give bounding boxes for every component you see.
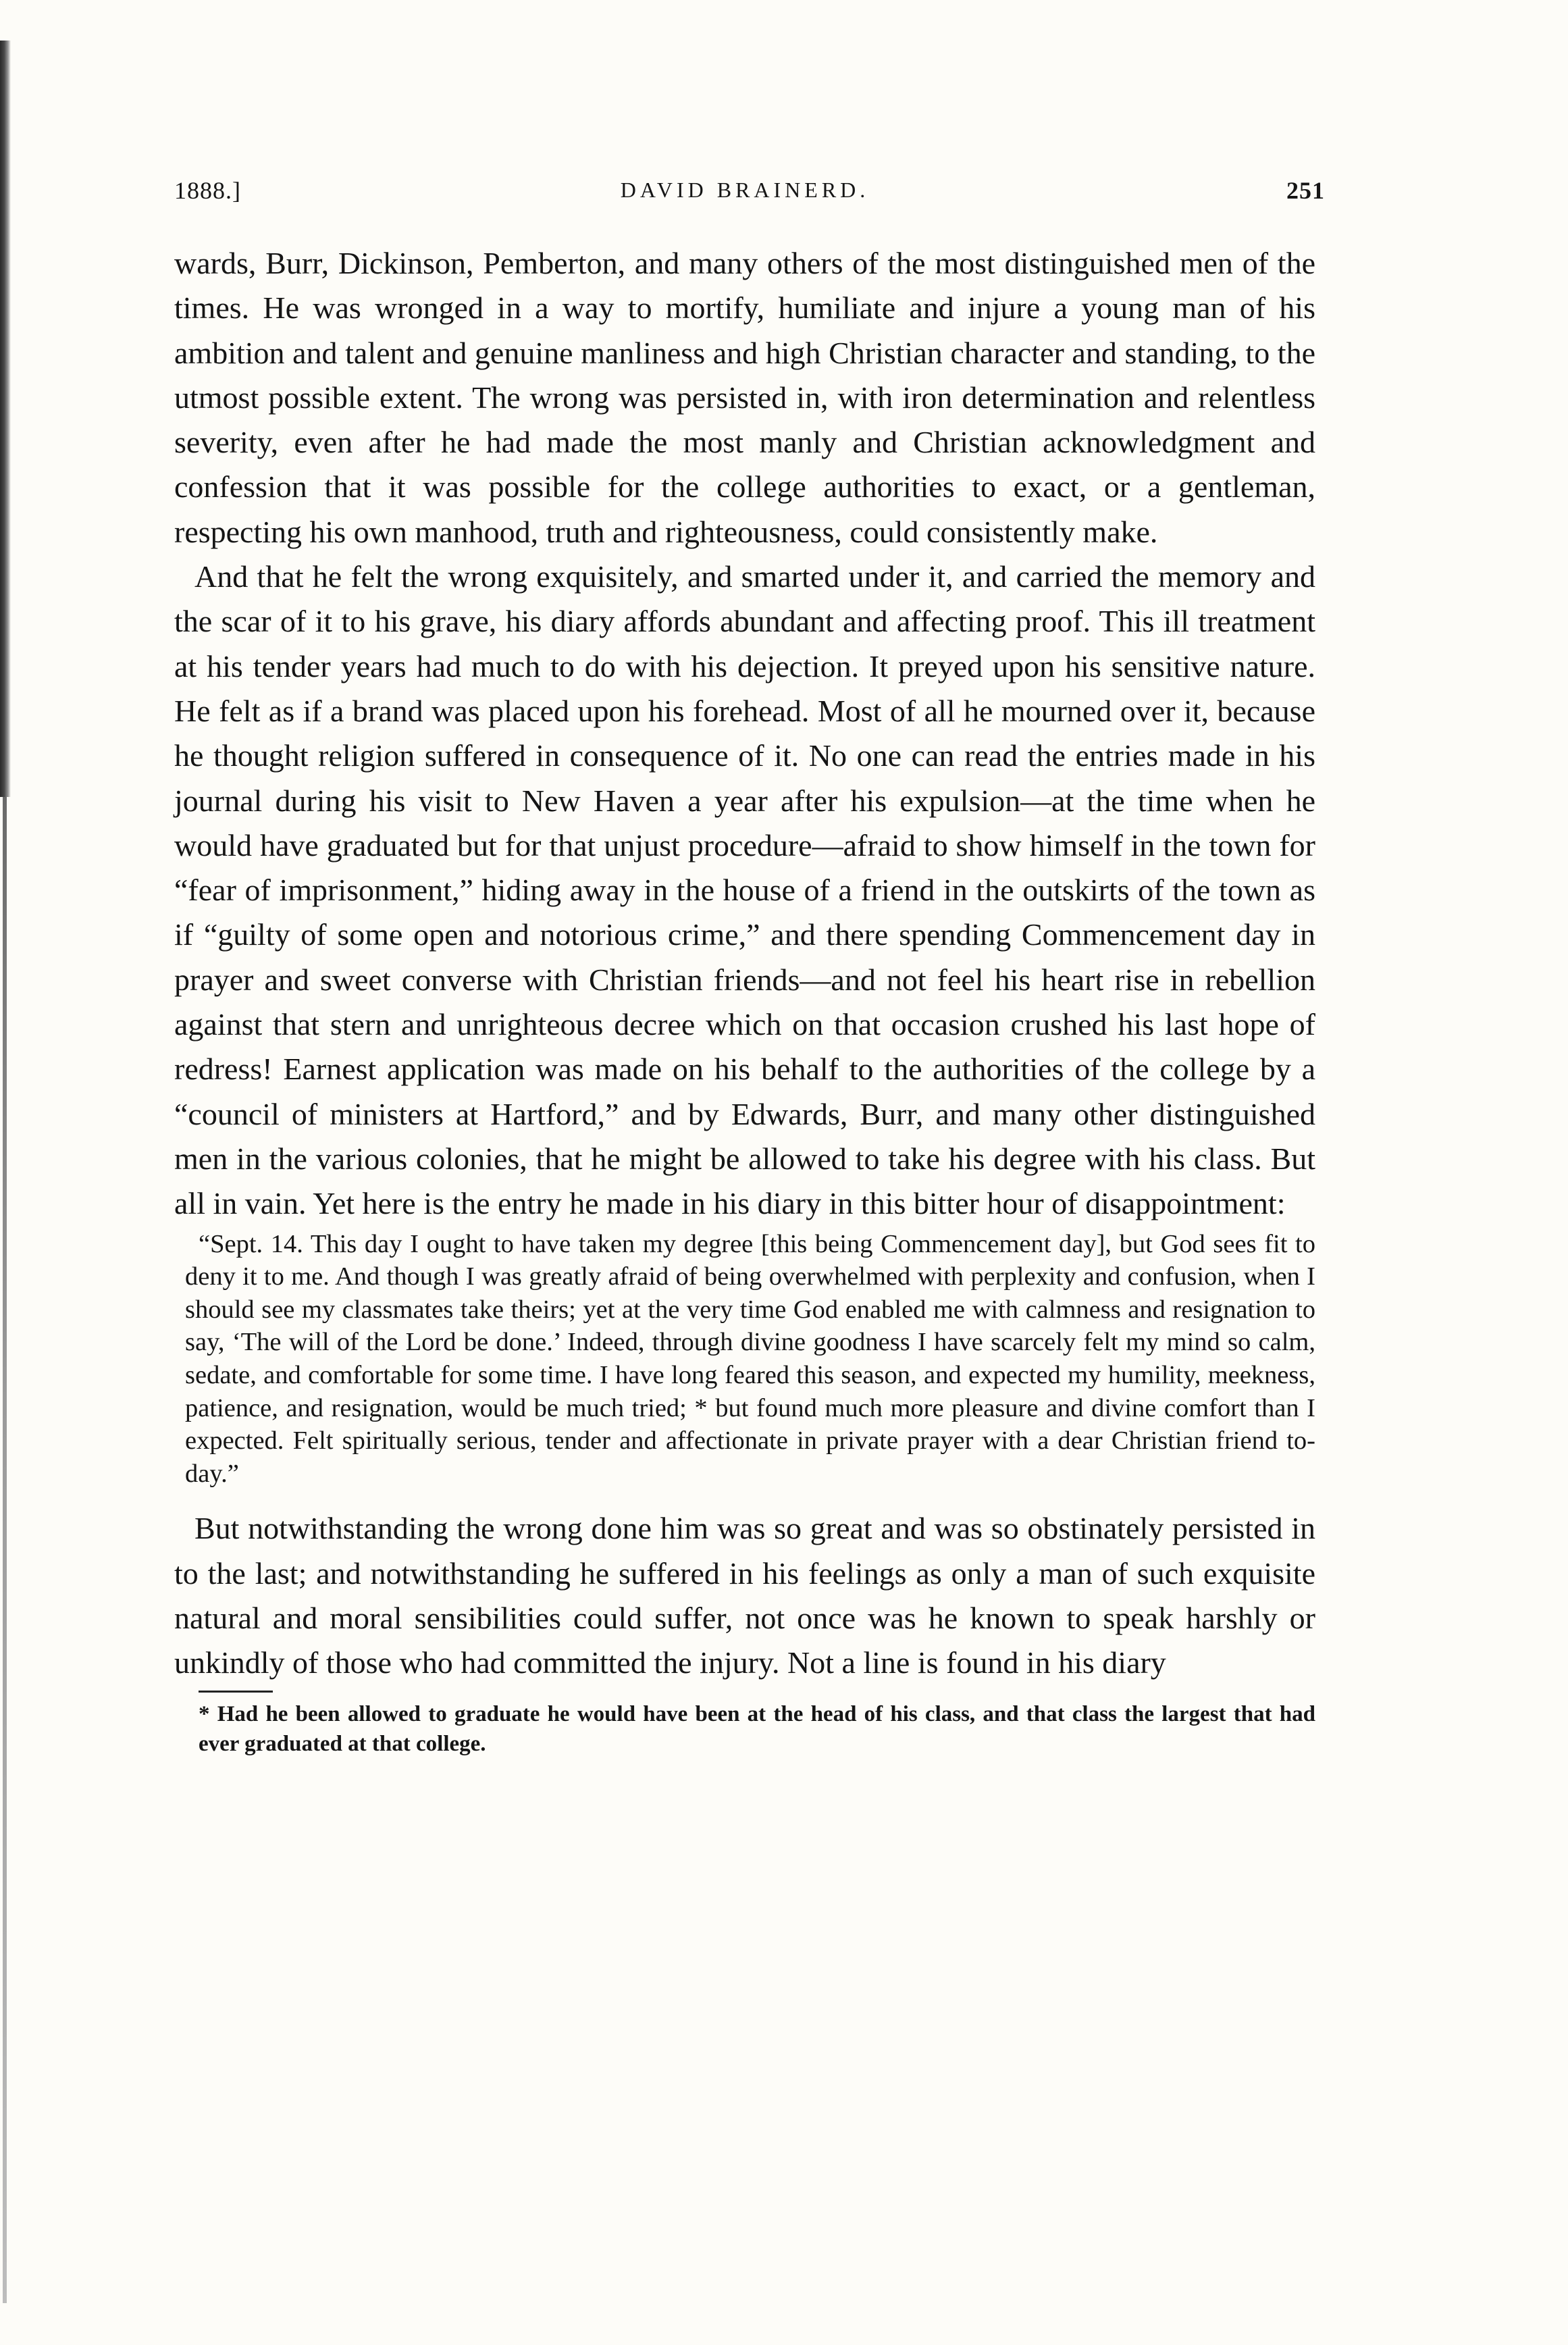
footnote <box>174 1699 1315 1759</box>
running-head-title: DAVID BRAINERD. <box>620 178 870 202</box>
running-head-date: 1888.] <box>174 177 241 204</box>
binding-edge <box>0 41 11 797</box>
running-head <box>174 172 1325 213</box>
footnote-text: * Had he been allowed to graduate he would have been at the head of his class, and that class the largest that had ever graduated at that college. <box>199 1702 1315 1757</box>
book-page <box>174 172 1325 1759</box>
page-number: 251 <box>1286 177 1325 204</box>
paragraph-3: But notwithstanding the wrong done him was so great and was so obstinately persisted in to the last; and notwithstanding he suffered in his feelings as only a man of such exquisite natural and moral sensibilities could suffer, not once was he known to speak harshly or unkindly of those who had committed the injury. Not a line is found in his diary <box>174 1511 1315 1680</box>
diary-quote <box>174 1228 1315 1491</box>
paragraph-2: And that he felt the wrong exquisitely, and smarted under it, and carried the memory and the scar of it to his grave, his diary affords abundant and affecting proof. This ill treatment at his tender years had much to do with his dejection. It preyed upon his sensitive nature. He felt as if a brand was placed upon his forehead. Most of all he mourned over it, because he thought religion suffered in consequence of it. No one can read the entries made in his journal during his visit to New Haven a year after his expulsion—at the time when he would have graduated but for that unjust procedure—afraid to show himself in the town for “fear of imprisonment,” hiding away in the house of a friend in the outskirts of the town as if “guilty of some open and notorious crime,” and there spending Commencement day in prayer and sweet converse with Christian friends—and not feel his heart rise in rebellion against that stern and unrighteous decree which on that occasion crushed his last hope of redress! Earnest application was made on his behalf to the authorities of the college by a “council of ministers at Hartford,” and by Edwards, Burr, and many other distinguished men in the various colonies, that he might be allowed to take his degree with his class. But all in vain. Yet here is the entry he made in his diary in this bitter hour of disappointment: <box>174 559 1315 1221</box>
body-text-top <box>174 241 1315 1227</box>
diary-quote-text: “Sept. 14. This day I ought to have taken my degree [this being Commencement day], but God sees fit to deny it to me. And though I was greatly afraid of being overwhelmed with perplexity and confusion, when I should see my classmates take theirs; yet at the very time God enabled me with calmness and resignation to say, ‘The will of the Lord be done.’ Indeed, through divine goodness I have scarcely felt my mind so calm, sedate, and comfortable for some time. I have long feared this season, and expected my humility, meekness, patience, and resignation, would be much tried; * but found much more pleasure and divine comfort than I expected. Felt spiritually serious, tender and affectionate in private prayer with a dear Christian friend to-day.” <box>185 1229 1315 1488</box>
body-text-bottom <box>174 1506 1315 1685</box>
paragraph-1: wards, Burr, Dickinson, Pemberton, and many others of the most distinguished men of the times. He was wronged in a way to mortify, humiliate and injure a young man of his ambition and talent and genuine manliness and high Christian character and standing, to the utmost possible extent. The wrong was persisted in, with iron determination and relentless severity, even after he had made the most manly and Christian acknowledgment and confession that it was possible for the college authorities to exact, or a gentleman, respecting his own manhood, truth and righteousness, could consistently make. <box>174 246 1315 549</box>
binding-edge-lower <box>3 797 7 2303</box>
footnote-rule <box>199 1691 273 1693</box>
